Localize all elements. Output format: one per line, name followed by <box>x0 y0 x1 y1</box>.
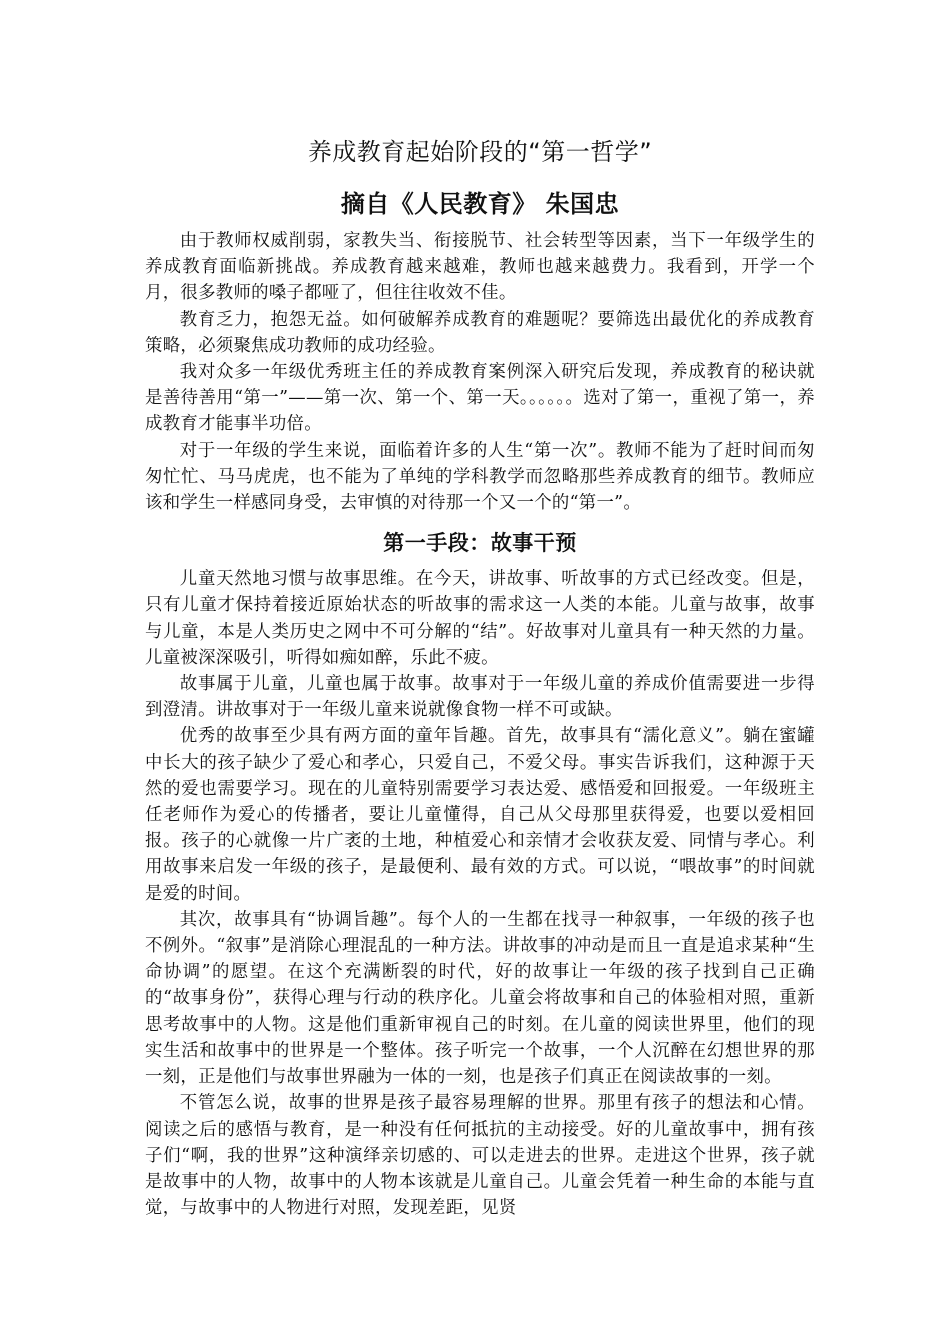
section-heading: 第一手段：故事干预 <box>383 531 577 556</box>
document-body <box>145 132 815 1221</box>
section-paragraph-3: 优秀的故事至少具有两方面的童年旨趣。首先，故事具有“濡化意义”。躺在蜜罐中长大的孩子缺少了爱心和孝心，只爱自己，不爱父母。事实告诉我们，这种源于天然的爱也需要学习。现在的儿童特别需要学习表达爱、感悟爱和回报爱。一年级班主任老师作为爱心的传播者，要让儿童懂得，自己从父母那里获得爱，也要以爱相回报。孩子的心就像一片广袤的土地，种植爱心和亲情才会收获友爱、同情与孝心。利用故事来启发一年级的孩子，是最便利、最有效的方式。可以说，“喂故事”的时间就是爱的时间。 <box>145 726 815 904</box>
section-paragraph-5: 不管怎么说，故事的世界是孩子最容易理解的世界。那里有孩子的想法和心情。阅读之后的感悟与教育，是一种没有任何抵抗的主动接受。好的儿童故事中，拥有孩子们“啊，我的世界”这种演绎亲切感的、可以走进去的世界。走进这个世界，孩子就是故事中的人物，故事中的人物本该就是儿童自己。儿童会凭着一种生命的本能与直觉，与故事中的人物进行对照，发现差距，见贤 <box>145 1093 815 1219</box>
intro-paragraph-1: 由于教师权威削弱，家教失当、衔接脱节、社会转型等因素，当下一年级学生的养成教育面临新挑战。养成教育越来越难，教师也越来越费力。我看到，开学一个月，很多教师的嗓子都哑了，但往往收效不佳。 <box>145 231 815 304</box>
intro-paragraph-4: 对于一年级的学生来说，面临着许多的人生“第一次”。教师不能为了赶时间而匆匆忙忙、马马虎虎，也不能为了单纯的学科教学而忽略那些养成教育的细节。教师应该和学生一样感同身受，去审慎的对待那一个又一个的“第一”。 <box>145 440 815 514</box>
intro-paragraph-3: 我对众多一年级优秀班主任的养成教育案例深入研究后发现，养成教育的秘诀就是善待善用“第一”——第一次、第一个、第一天。。。。。。选对了第一，重视了第一，养成教育才能事半功倍。 <box>145 362 815 435</box>
section-paragraph-4: 其次，故事具有“协调旨趣”。每个人的一生都在找寻一种叙事，一年级的孩子也不例外。“叙事”是消除心理混乱的一种方法。讲故事的冲动是而且一直是追求某种“生命协调”的愿望。在这个充满断裂的时代，好的故事让一年级的孩子找到自己正确的“故事身份”，获得心理与行动的秩序化。儿童会将故事和自己的体验相对照，重新思考故事中的人物。这是他们重新审视自己的时刻。在儿童的阅读世界里，他们的现实生活和故事中的世界是一个整体。孩子听完一个故事，一个人沉醉在幻想世界的那一刻，正是他们与故事世界融为一体的一刻，也是孩子们真正在阅读故事的一刻。 <box>145 909 815 1088</box>
document-subtitle: 摘自《人民教育》 朱国忠 <box>340 190 620 218</box>
section-paragraph-2: 故事属于儿童，儿童也属于故事。故事对于一年级儿童的养成价值需要进一步得到澄清。讲故事对于一年级儿童来说就像食物一样不可或缺。 <box>145 674 815 721</box>
document-title: 养成教育起始阶段的“第一哲学” <box>307 138 653 166</box>
section-paragraph-1: 儿童天然地习惯与故事思维。在今天，讲故事、听故事的方式已经改变。但是，只有儿童才保持着接近原始状态的听故事的需求这一人类的本能。儿童与故事，故事与儿童，本是人类历史之网中不可分解的“结”。好故事对儿童具有一种天然的力量。儿童被深深吸引，听得如痴如醉，乐此不疲。 <box>145 569 815 668</box>
intro-paragraph-2: 教育乏力，抱怨无益。如何破解养成教育的难题呢？要筛选出最优化的养成教育策略，必须聚焦成功教师的成功经验。 <box>145 309 815 356</box>
